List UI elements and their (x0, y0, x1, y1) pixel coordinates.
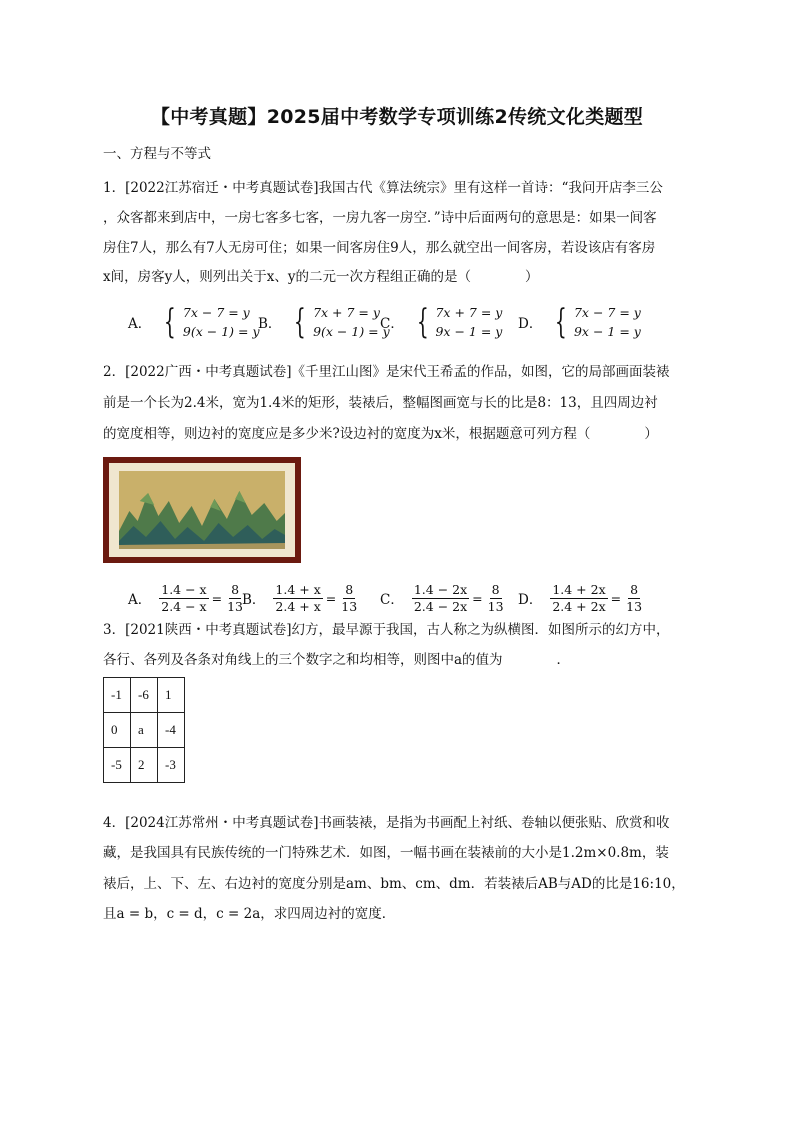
option-label: D． (518, 592, 543, 608)
page-title: 【中考真题】2025届中考数学专项训练2传统文化类题型 (150, 106, 644, 128)
fraction-denominator: 2.4 + x (275, 598, 321, 614)
equation: 7x + 7 = y (313, 305, 380, 320)
grid-cell: -5 (104, 748, 131, 783)
fraction-denominator: 2.4 − 2x (413, 598, 468, 614)
fraction-numerator: 8 (491, 581, 500, 597)
fraction-denominator: 13 (626, 598, 643, 614)
q4-text-line: 且a = b，c = d，c = 2a，求四周边衬的宽度． (103, 906, 396, 922)
q2-option-c[interactable]: C． $\frac{1.4 - 2x}{2.4 - 2x}$ = $\frac{8}{13}$ (380, 581, 504, 614)
q1-text-line: x间，房客y人，则列出关于x、y的二元一次方程组正确的是（ ） (103, 269, 539, 285)
fraction-numerator: 8 (345, 581, 354, 597)
q3-text-line: 各行、各列及各条对角线上的三个数字之和均相等，则图中a的值为 ． (103, 652, 571, 668)
fraction-numerator: 8 (231, 581, 240, 597)
grid-cell: a (131, 713, 158, 748)
q4-text-line: 4．[2024江苏常州・中考真题试卷]书画装裱，是指为书画配上衬纸、卷轴以便张贴、欣赏和收 (103, 815, 670, 831)
q2-text-line: 前是一个长为2.4米，宽为1.4米的矩形，装裱后，整幅图画宽与长的比是8：13，且四周边衬 (103, 395, 658, 411)
fraction-denominator: 13 (227, 598, 243, 614)
landscape-painting-image (103, 457, 301, 563)
q2-option-d[interactable]: D． $\frac{1.4 + 2x}{2.4 + 2x}$ = $\frac{8}{13}$ (518, 581, 643, 614)
option-label: B． (258, 316, 282, 332)
q2-text-line: 2．[2022广西・中考真题试卷]《千里江山图》是宋代王希孟的作品，如图，它的局部画面装裱 (103, 364, 670, 380)
q4-text-line: 藏，是我国具有民族传统的一门特殊艺术．如图，一幅书画在装裱前的大小是1.2m×0.8m，装 (103, 845, 669, 861)
fraction-denominator: 13 (487, 598, 504, 614)
equation: 9(x − 1) = y (313, 324, 390, 339)
fraction-numerator: 1.4 − x (161, 581, 207, 597)
grid-row (104, 748, 185, 783)
section-heading: 一、方程与不等式 (103, 146, 211, 162)
equation: 9x − 1 = y (435, 324, 503, 339)
grid-row (104, 713, 185, 748)
option-label: C． (380, 592, 404, 608)
option-label: B． (242, 592, 266, 608)
q2-text-line: 的宽度相等，则边衬的宽度应是多少米?设边衬的宽度为x米，根据题意可列方程（ ） (103, 426, 658, 442)
q4-text-line: 裱后，上、下、左、右边衬的宽度分别是am、bm、cm、dm．若装裱后AB与AD的比是16:10， (103, 876, 685, 892)
equation: 7x + 7 = y (435, 305, 503, 320)
equation: 9(x − 1) = y (182, 324, 260, 339)
q2-option-b[interactable]: B． $\frac{1.4 + x}{2.4 + x}$ = $\frac{8}{13}$ (242, 581, 358, 614)
equation: 7x − 7 = y (573, 305, 641, 320)
grid-cell: -3 (158, 748, 185, 783)
q2-option-a[interactable]: A． $\frac{1.4 - x}{2.4 - x}$ = $\frac{8}{13}$ (128, 581, 243, 614)
q1-text-line: 1．[2022江苏宿迁・中考真题试卷]我国古代《算法统宗》里有这样一首诗：“我问开店李三公 (103, 180, 663, 196)
fraction-denominator: 13 (341, 598, 358, 614)
fraction-denominator: 2.4 − x (161, 598, 207, 614)
option-label: A． (128, 592, 152, 608)
option-label: C． (380, 316, 404, 332)
q1-options (128, 300, 708, 344)
equation: 9x − 1 = y (573, 324, 641, 339)
q1-option-a[interactable]: A． { 7x − 7 = y 9(x − 1) = y (128, 302, 260, 342)
fraction-numerator: 1.4 + 2x (552, 581, 606, 597)
fraction-numerator: 8 (630, 581, 639, 597)
q1-text-line: ，众客都来到店中，一房七客多七客，一房九客一房空．”诗中后面两句的意思是：如果一间客 (103, 210, 657, 226)
grid-row (104, 678, 185, 713)
option-label: A． (128, 316, 152, 332)
option-label: D． (518, 316, 543, 332)
q3-text-line: 3．[2021陕西・中考真题试卷]幻方，最早源于我国，古人称之为纵横图．如图所示的幻方中， (103, 622, 670, 638)
grid-cell: -6 (131, 678, 158, 713)
q1-text-line: 房住7人，那么有7人无房可住；如果一间客房住9人，那么就空出一间客房，若设该店有客房 (103, 240, 656, 256)
fraction-numerator: 1.4 + x (275, 581, 321, 597)
grid-cell: 1 (158, 678, 185, 713)
grid-cell: -1 (104, 678, 131, 713)
fraction-denominator: 2.4 + 2x (552, 598, 606, 614)
grid-cell: -4 (158, 713, 185, 748)
grid-cell: 2 (131, 748, 158, 783)
q1-option-c[interactable]: C． { 7x + 7 = y 9x − 1 = y (380, 302, 503, 342)
grid-cell: 0 (104, 713, 131, 748)
magic-square-grid (103, 677, 185, 783)
q2-options (128, 576, 708, 620)
equation: 7x − 7 = y (182, 305, 250, 320)
q1-option-b[interactable]: B． { 7x + 7 = y 9(x − 1) = y (258, 302, 390, 342)
fraction-numerator: 1.4 − 2x (413, 581, 468, 597)
q1-option-d[interactable]: D． { 7x − 7 = y 9x − 1 = y (518, 302, 641, 342)
